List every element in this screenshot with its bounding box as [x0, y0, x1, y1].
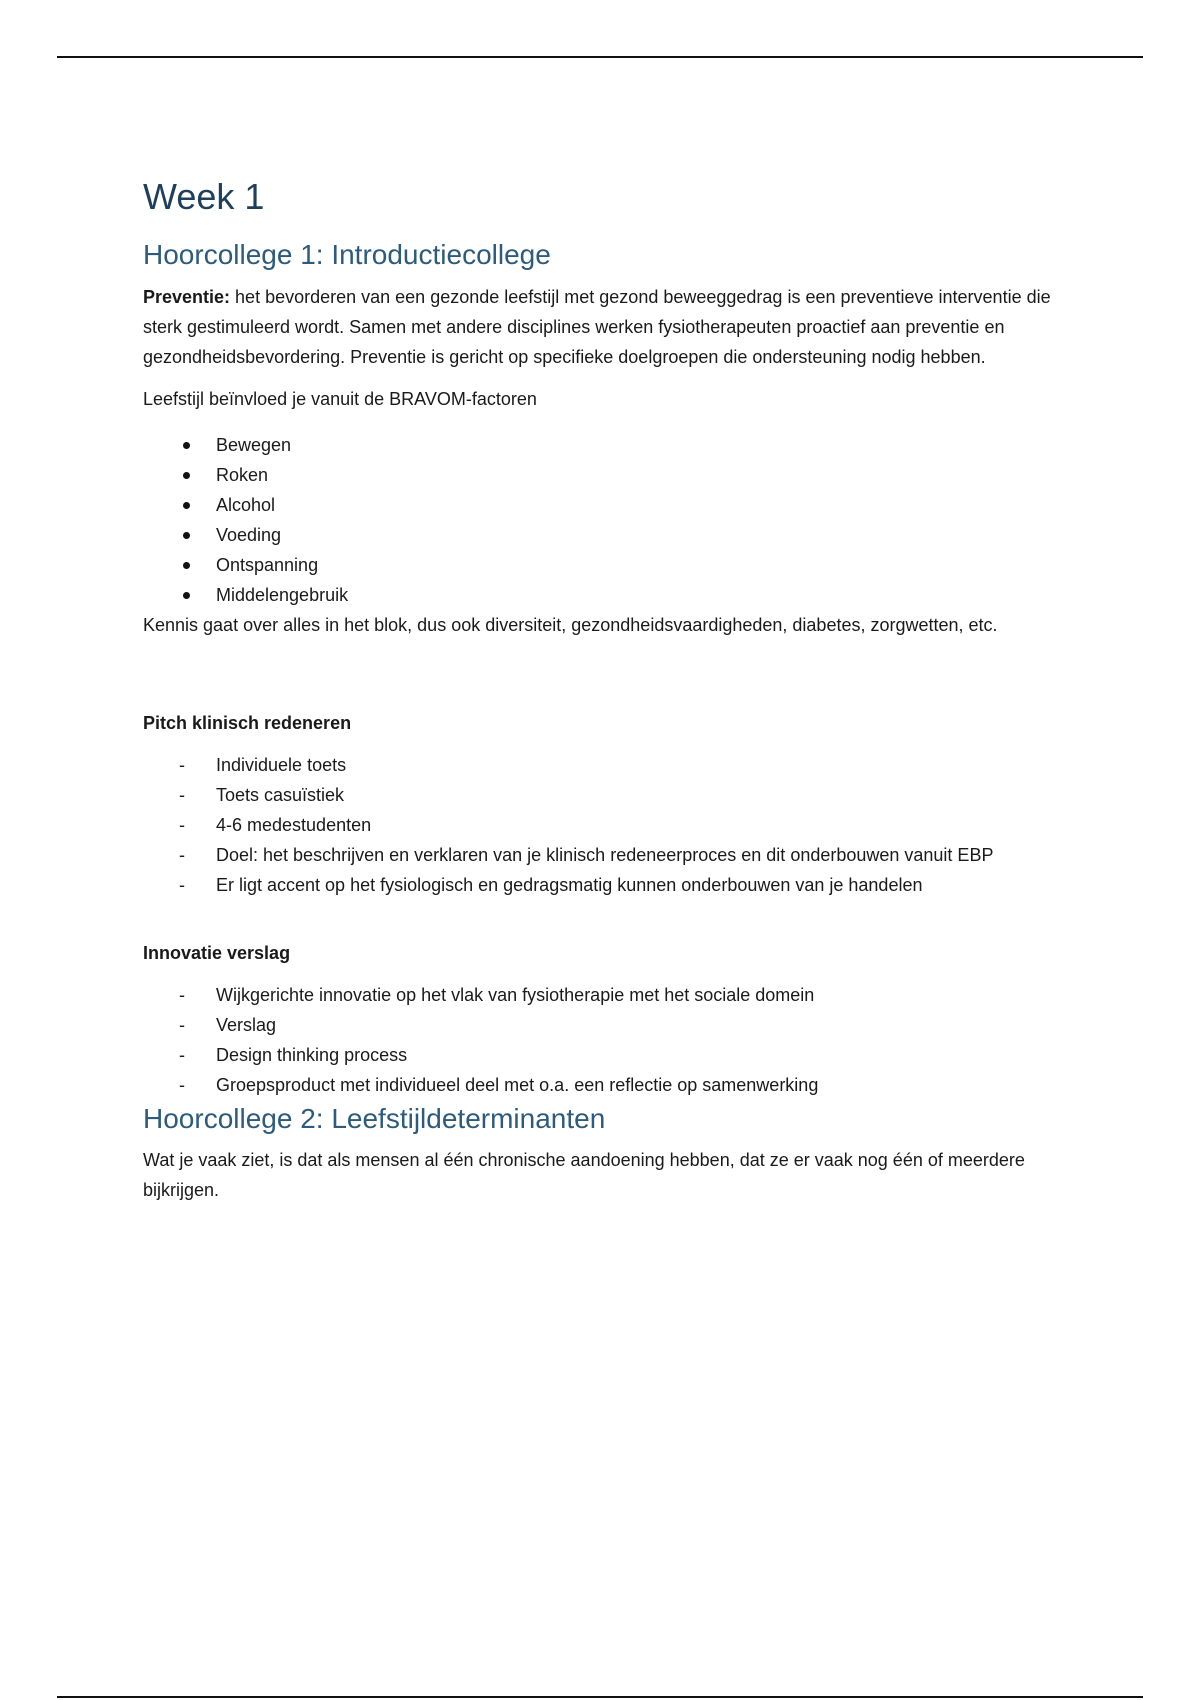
kennis-paragraph: Kennis gaat over alles in het blok, dus ook diversiteit, gezondheidsvaardigheden, diabetes, zorgwetten, etc.	[143, 614, 998, 635]
bravom-list	[143, 430, 1063, 610]
lecture-2-heading: Hoorcollege 2: Leefstijldeterminanten	[143, 1102, 606, 1134]
list-item: Bewegen	[143, 430, 1063, 460]
preventie-label: Preventie:	[143, 286, 231, 307]
list-item: Roken	[143, 460, 1063, 490]
pitch-heading: Pitch klinisch redeneren	[143, 712, 352, 733]
footer-rule	[57, 1696, 1143, 1698]
list-item: - 4-6 medestudenten	[143, 810, 1063, 840]
list-item: - Design thinking process	[143, 1040, 1063, 1070]
innovatie-heading: Innovatie verslag	[143, 942, 291, 963]
document-body	[143, 175, 1063, 1217]
preventie-paragraph	[143, 282, 1063, 372]
pitch-list	[143, 750, 1063, 900]
innovatie-list	[143, 980, 1063, 1100]
list-item: - Verslag	[143, 1010, 1063, 1040]
list-item: - Groepsproduct met individueel deel met o.a. een reflectie op samenwerking	[143, 1070, 1063, 1100]
list-item: Ontspanning	[143, 550, 1063, 580]
list-item: Middelengebruik	[143, 580, 1063, 610]
leefstijl-intro: Leefstijl beïnvloed je vanuit de BRAVOM-factoren	[143, 388, 537, 409]
list-item: - Toets casuïstiek	[143, 780, 1063, 810]
list-item: Alcohol	[143, 490, 1063, 520]
list-item: - Wijkgerichte innovatie op het vlak van fysiotherapie met het sociale domein	[143, 980, 1063, 1010]
list-item: - Er ligt accent op het fysiologisch en gedragsmatig kunnen onderbouwen van je handelen	[143, 870, 1063, 900]
page-title: Week 1	[143, 176, 265, 217]
preventie-text: het bevorderen van een gezonde leefstijl met gezond beweeggedrag is een preventieve interventie die sterk gestimuleerd wordt. Samen met andere disciplines werken fysiotherapeuten proactief aan preventie en gezondheidsbevordering. Preventie is gericht op specifieke doelgroepen die ondersteuning nodig hebben.	[143, 286, 1051, 367]
header-rule	[57, 56, 1143, 58]
list-item: - Doel: het beschrijven en verklaren van je klinisch redeneerproces en dit onderbouwen vanuit EBP	[143, 840, 1063, 870]
list-item: Voeding	[143, 520, 1063, 550]
list-item: - Individuele toets	[143, 750, 1063, 780]
lecture-1-heading: Hoorcollege 1: Introductiecollege	[143, 239, 551, 271]
lecture-2-paragraph: Wat je vaak ziet, is dat als mensen al één chronische aandoening hebben, dat ze er vaak nog één of meerdere bijkrijgen.	[143, 1150, 1025, 1201]
